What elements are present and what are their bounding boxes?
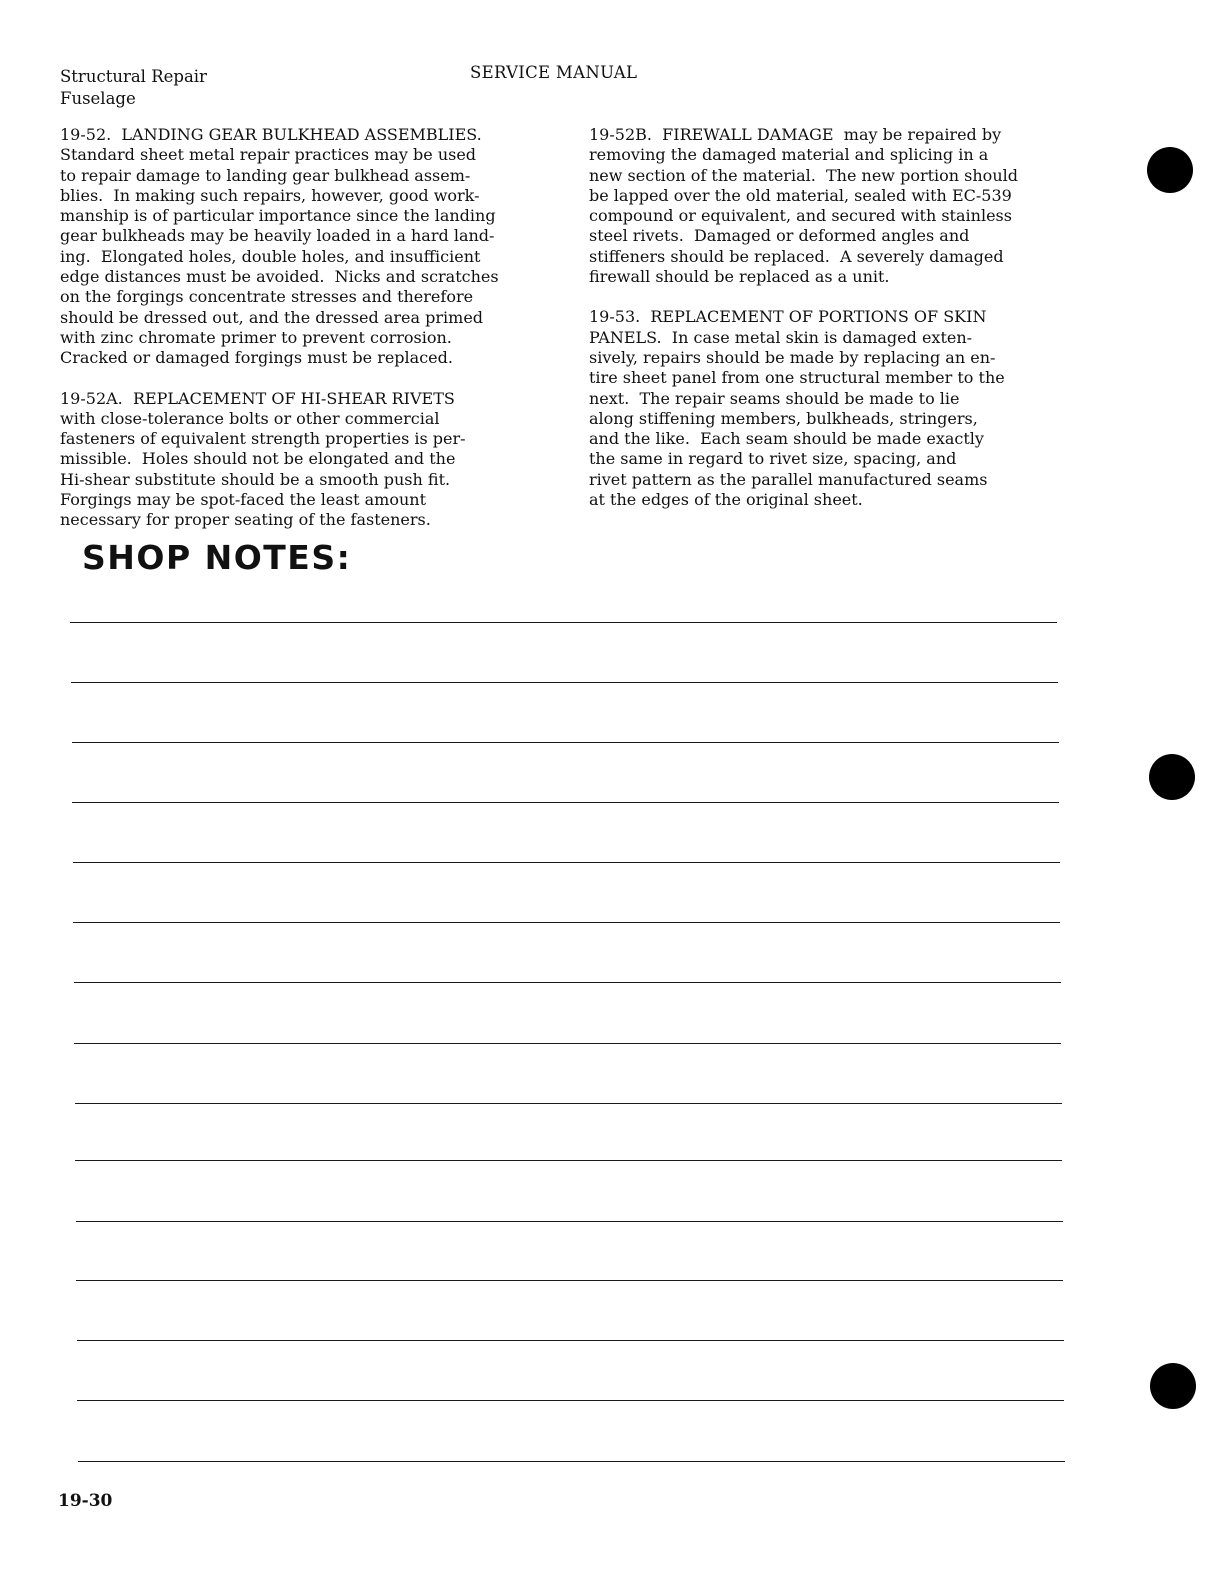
text-line: rivet pattern as the parallel manufactured seams: [589, 469, 988, 489]
paragraph-19-52b: [589, 125, 1069, 287]
paragraph-19-52: [60, 125, 540, 369]
note-line: [70, 622, 1057, 623]
note-line: [71, 682, 1058, 683]
text-line: fasteners of equivalent strength properties is per-: [60, 429, 466, 449]
text-line: Cracked or damaged forgings must be replaced.: [60, 348, 453, 368]
text-line: on the forgings concentrate stresses and therefore: [60, 287, 474, 307]
text-line: PANELS. In case metal skin is damaged exten-: [589, 327, 973, 347]
text-line: firewall should be replaced as a unit.: [589, 267, 890, 287]
text-line: compound or equivalent, and secured with stainless: [589, 206, 1012, 226]
shop-notes-heading: SHOP NOTES:: [82, 538, 352, 577]
text-line: manship is of particular importance since the landing: [60, 206, 496, 226]
left-column: [60, 125, 540, 531]
text-line: stiffeners should be replaced. A severely damaged: [589, 246, 1004, 266]
text-line: 19-52B. FIREWALL DAMAGE may be repaired by: [589, 125, 1002, 144]
paragraph-19-53: [589, 307, 1069, 510]
text-line: should be dressed out, and the dressed area primed: [60, 307, 484, 327]
text-line: necessary for proper seating of the fasteners.: [60, 510, 431, 530]
note-line: [72, 802, 1059, 803]
text-line: 19-52A. REPLACEMENT OF HI-SHEAR RIVETS: [60, 388, 455, 408]
right-column: [589, 125, 1069, 510]
text-line: tire sheet panel from one structural member to the: [589, 368, 1005, 388]
note-line: [75, 1103, 1062, 1104]
text-line: Standard sheet metal repair practices may be used: [60, 145, 477, 165]
note-line: [78, 1461, 1065, 1462]
note-line: [73, 922, 1060, 923]
text-line: blies. In making such repairs, however, good work-: [60, 185, 480, 205]
binder-hole-top: [1147, 147, 1193, 193]
text-line: missible. Holes should not be elongated and the: [60, 449, 456, 469]
text-line: Hi-shear substitute should be a smooth push fit.: [60, 469, 451, 489]
paragraph-19-52a: [60, 389, 540, 531]
note-line: [75, 1160, 1062, 1161]
text-line: be lapped over the old material, sealed with EC-539: [589, 185, 1012, 205]
text-line: edge distances must be avoided. Nicks and scratches: [60, 267, 499, 287]
text-line: new section of the material. The new portion should: [589, 165, 1018, 185]
section-label: [60, 66, 207, 110]
text-line: 19-52. LANDING GEAR BULKHEAD ASSEMBLIES.: [60, 125, 482, 144]
text-line: to repair damage to landing gear bulkhead assem-: [60, 165, 471, 185]
text-line: gear bulkheads may be heavily loaded in a hard land-: [60, 226, 495, 246]
text-line: next. The repair seams should be made to lie: [589, 388, 960, 408]
note-line: [74, 1043, 1061, 1044]
binder-hole-middle: [1149, 754, 1195, 800]
text-line: sively, repairs should be made by replacing an en-: [589, 347, 996, 367]
text-line: Forgings may be spot-faced the least amount: [60, 490, 427, 510]
section-label-line-2: Fuselage: [60, 89, 136, 108]
page-number: 19-30: [58, 1491, 113, 1511]
binder-hole-bottom: [1150, 1363, 1196, 1409]
manual-title: SERVICE MANUAL: [470, 63, 638, 82]
note-line: [77, 1400, 1064, 1401]
note-line: [77, 1340, 1064, 1341]
text-line: steel rivets. Damaged or deformed angles and: [589, 226, 970, 246]
note-line: [73, 862, 1060, 863]
note-line: [76, 1280, 1063, 1281]
text-line: the same in regard to rivet size, spacing, and: [589, 449, 957, 469]
note-line: [76, 1221, 1063, 1222]
text-line: removing the damaged material and splicing in a: [589, 145, 989, 165]
section-label-line-1: Structural Repair: [60, 67, 207, 86]
text-line: with zinc chromate primer to prevent corrosion.: [60, 327, 452, 347]
text-line: at the edges of the original sheet.: [589, 490, 863, 510]
text-line: with close-tolerance bolts or other commercial: [60, 408, 440, 428]
note-line: [72, 742, 1059, 743]
note-line: [74, 982, 1061, 983]
text-line: along stiffening members, bulkheads, stringers,: [589, 408, 978, 428]
text-line: and the like. Each seam should be made exactly: [589, 429, 984, 449]
text-line: ing. Elongated holes, double holes, and insufficient: [60, 246, 481, 266]
text-line: 19-53. REPLACEMENT OF PORTIONS OF SKIN: [589, 307, 987, 327]
